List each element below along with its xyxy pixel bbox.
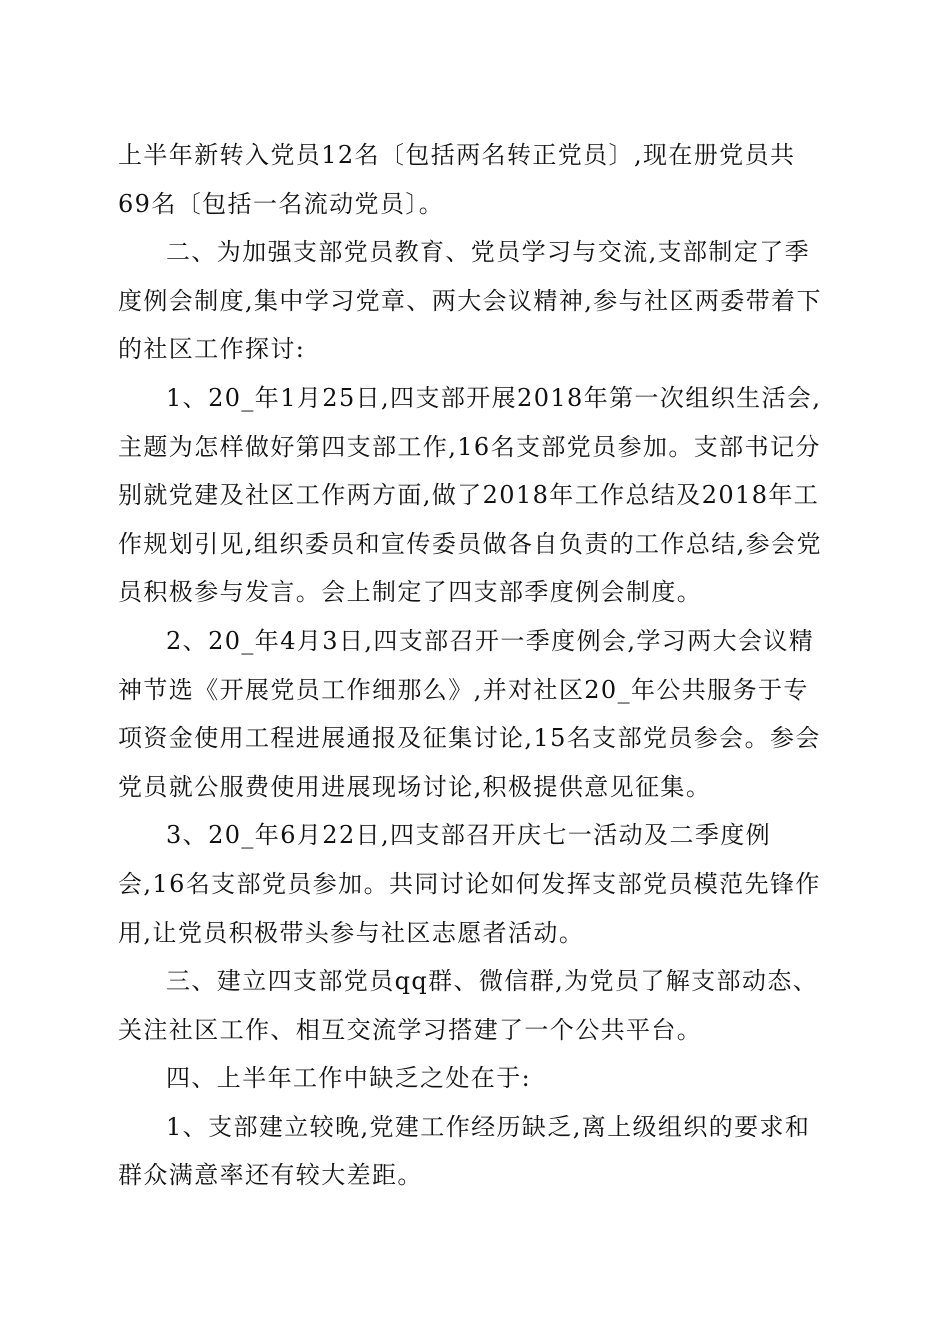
text-line: 用,让党员积极带头参与社区志愿者活动。 xyxy=(118,918,585,947)
text-line: 员积极参与发言。会上制定了四支部季度例会制度。 xyxy=(118,578,703,607)
text-line: 四、上半年工作中缺乏之处在于: xyxy=(166,1064,532,1093)
text-line: 神节选《开展党员工作细那么》,并对社区20_年公共服务于专 xyxy=(118,675,809,704)
document-body xyxy=(118,131,838,1200)
text-line: 党员就公服费使用进展现场讨论,积极提供意见征集。 xyxy=(118,772,712,801)
text-line: 作规划引见,组织委员和宣传委员做各自负责的工作总结,参会党 xyxy=(118,529,822,558)
text-line: 别就党建及社区工作两方面,做了2018年工作总结及2018年工 xyxy=(118,481,820,510)
text-line: 3、20_年6月22日,四支部召开庆七一活动及二季度例 xyxy=(166,821,772,850)
text-line: 项资金使用工程进展通报及征集讨论,15名支部党员参会。参会 xyxy=(118,724,821,753)
text-line: 的社区工作探讨: xyxy=(118,335,306,364)
text-line: 上半年新转入党员12名〔包括两名转正党员〕,现在册党员共 xyxy=(118,141,796,169)
text-line: 69名〔包括一名流动党员〕。 xyxy=(118,189,445,218)
text-line: 二、为加强支部党员教育、党员学习与交流,支部制定了季 xyxy=(166,238,811,267)
text-line: 1、支部建立较晚,党建工作经历缺乏,离上级组织的要求和 xyxy=(166,1112,811,1141)
text-line: 度例会制度,集中学习党章、两大会议精神,参与社区两委带着下 xyxy=(118,286,822,315)
text-line: 关注社区工作、相互交流学习搭建了一个公共平台。 xyxy=(118,1015,703,1044)
text-line: 2、20_年4月3日,四支部召开一季度例会,学习两大会议精 xyxy=(166,626,815,655)
text-line: 会,16名支部党员参加。共同讨论如何发挥支部党员模范先锋作 xyxy=(118,869,821,898)
text-line: 群众满意率还有较大差距。 xyxy=(118,1161,423,1190)
text-line: 1、20_年1月25日,四支部开展2018年第一次组织生活会, xyxy=(166,383,822,412)
text-line: 主题为怎样做好第四支部工作,16名支部党员参加。支部书记分 xyxy=(118,432,821,461)
text-line: 三、建立四支部党员qq群、微信群,为党员了解支部动态、 xyxy=(166,967,819,996)
